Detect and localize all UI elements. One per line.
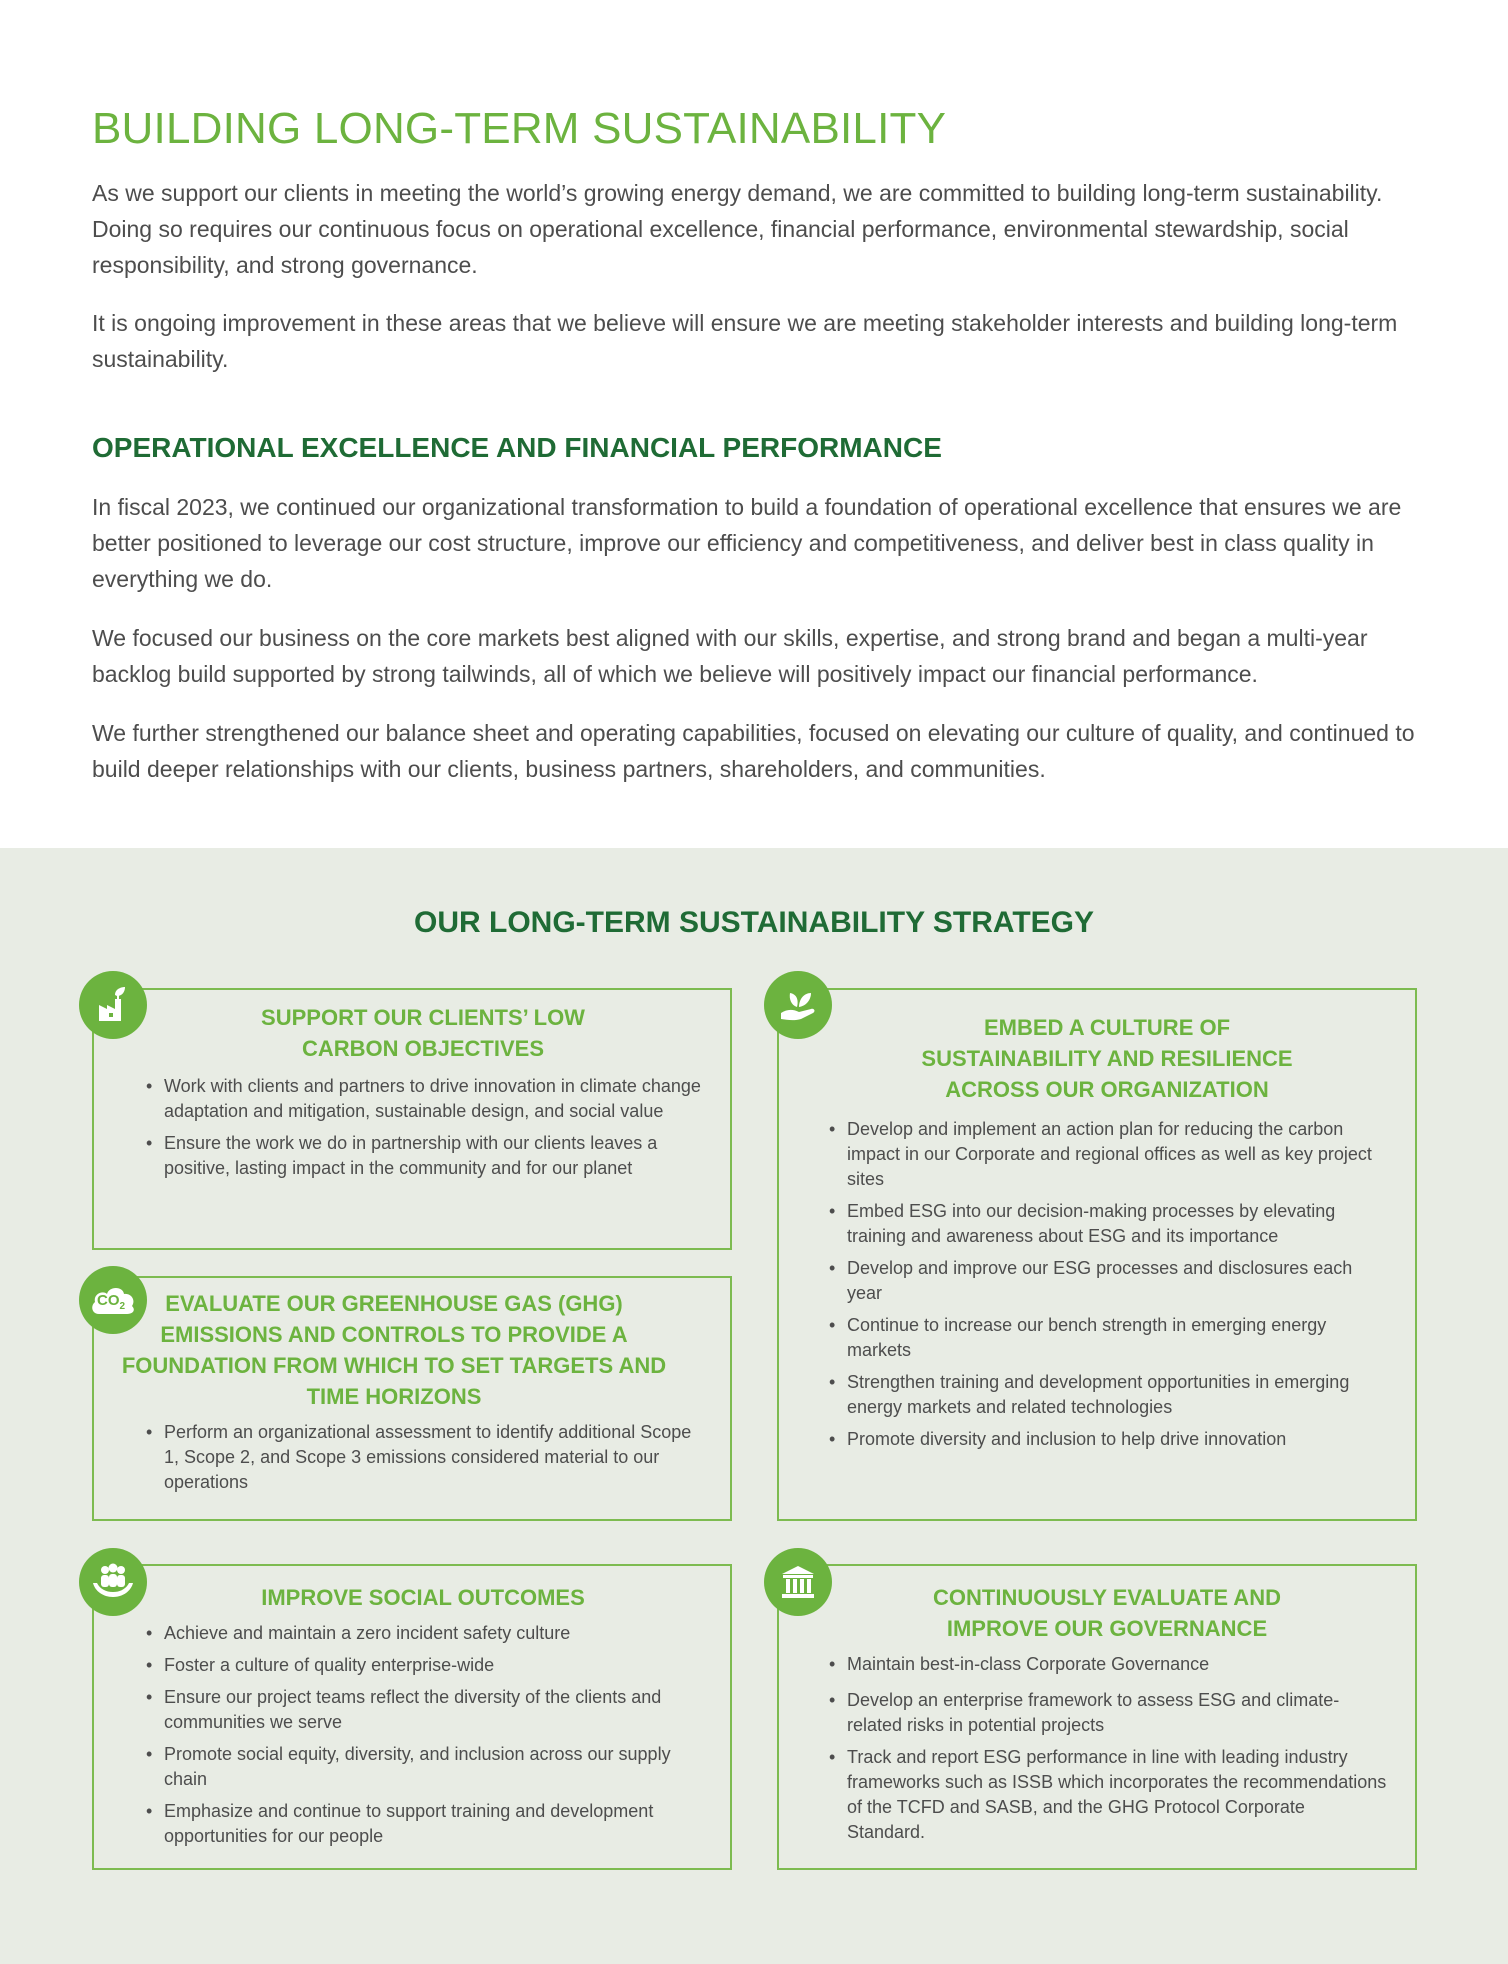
card-low-carbon bbox=[92, 988, 732, 1250]
list-item: • Develop and implement an action plan for reducing the carbon impact in our Corporate and regional offices as well as key project sites bbox=[827, 1117, 1387, 1192]
operational-paragraph-2: We focused our business on the core markets best aligned with our skills, expertise, and strong brand and began a multi-year backlog build supported by strong tailwinds, all of which we believe will positively impact our financial performance. bbox=[92, 625, 1368, 687]
card-list bbox=[144, 1621, 702, 1849]
intro-paragraph-1: As we support our clients in meeting the world’s growing energy demand, we are committed to building long-term sustainability. Doing so requires our continuous focus on operational excellence, financial performance, environmental stewardship, social responsibility, and strong governance. bbox=[92, 180, 1383, 278]
page-title: BUILDING LONG-TERM SUSTAINABILITY bbox=[92, 104, 947, 153]
list-item: • Strengthen training and development opportunities in emerging energy markets and related technologies bbox=[827, 1370, 1387, 1420]
list-item: • Promote diversity and inclusion to help drive innovation bbox=[827, 1427, 1387, 1452]
card-title: EVALUATE OUR GREENHOUSE GAS (GHG) EMISSIONS AND CONTROLS TO PROVIDE A FOUNDATION FROM WHICH TO SET TARGETS AND TIME HORIZONS bbox=[121, 1291, 667, 1409]
list-item: • Embed ESG into our decision-making processes by elevating training and awareness about ESG and its importance bbox=[827, 1199, 1387, 1249]
operational-paragraph-1: In fiscal 2023, we continued our organizational transformation to build a foundation of operational excellence that ensures we are better positioned to leverage our cost structure, improve our efficiency and competitiveness, and deliver best in class quality in everything we do. bbox=[92, 494, 1402, 592]
operational-title: OPERATIONAL EXCELLENCE AND FINANCIAL PERFORMANCE bbox=[92, 432, 942, 463]
list-item: • Achieve and maintain a zero incident safety culture bbox=[144, 1621, 702, 1646]
strategy-section bbox=[0, 848, 1508, 1964]
intro-paragraph-2: It is ongoing improvement in these areas that we believe will ensure we are meeting stakeholder interests and building long-term sustainability. bbox=[92, 310, 1398, 372]
card-list bbox=[827, 1117, 1387, 1452]
card-list bbox=[827, 1652, 1387, 1845]
list-item: • Develop an enterprise framework to assess ESG and climate-related risks in potential projects bbox=[827, 1688, 1387, 1738]
list-item: • Maintain best-in-class Corporate Governance bbox=[827, 1652, 1387, 1677]
card-list bbox=[144, 1420, 702, 1495]
factory-leaf-icon bbox=[79, 971, 147, 1039]
list-item: • Ensure the work we do in partnership with our clients leaves a positive, lasting impact in the community and for our planet bbox=[144, 1131, 702, 1181]
card-title: CONTINUOUSLY EVALUATE AND IMPROVE OUR GOVERNANCE bbox=[933, 1585, 1281, 1641]
card-ghg bbox=[92, 1276, 732, 1521]
list-item: • Develop and improve our ESG processes and disclosures each year bbox=[827, 1256, 1387, 1306]
hand-leaf-icon bbox=[764, 971, 832, 1039]
list-item: • Emphasize and continue to support training and development opportunities for our people bbox=[144, 1799, 702, 1849]
card-list bbox=[144, 1074, 702, 1181]
list-item: • Promote social equity, diversity, and inclusion across our supply chain bbox=[144, 1742, 702, 1792]
co2-label: $CO_2$ bbox=[97, 1292, 126, 1312]
card-social bbox=[92, 1564, 732, 1870]
operational-paragraph-3: We further strengthened our balance sheet and operating capabilities, focused on elevating our culture of quality, and continued to build deeper relationships with our clients, business partners, shareholders, and communities. bbox=[92, 720, 1415, 782]
list-item: • Foster a culture of quality enterprise-wide bbox=[144, 1653, 702, 1678]
card-title: SUPPORT OUR CLIENTS’ LOW CARBON OBJECTIVES bbox=[261, 1005, 585, 1061]
institution-icon bbox=[764, 1548, 832, 1616]
strategy-title: OUR LONG-TERM SUSTAINABILITY STRATEGY bbox=[414, 906, 1094, 939]
co2-cloud-icon bbox=[79, 1266, 147, 1334]
list-item: • Continue to increase our bench strength in emerging energy markets bbox=[827, 1313, 1387, 1363]
card-culture bbox=[777, 988, 1417, 1521]
card-title: EMBED A CULTURE OF SUSTAINABILITY AND RESILIENCE ACROSS OUR ORGANIZATION bbox=[921, 1015, 1293, 1102]
people-hands-icon bbox=[79, 1548, 147, 1616]
list-item: • Perform an organizational assessment to identify additional Scope 1, Scope 2, and Scope 3 emissions considered material to our operations bbox=[144, 1420, 702, 1495]
list-item: • Track and report ESG performance in line with leading industry frameworks such as ISSB which incorporates the recommendations of the TCFD and SASB, and the GHG Protocol Corporate Standard. bbox=[827, 1745, 1387, 1845]
list-item: • Ensure our project teams reflect the diversity of the clients and communities we serve bbox=[144, 1685, 702, 1735]
card-title: IMPROVE SOCIAL OUTCOMES bbox=[261, 1585, 585, 1610]
list-item: • Work with clients and partners to drive innovation in climate change adaptation and mitigation, sustainable design, and social value bbox=[144, 1074, 702, 1124]
card-governance bbox=[777, 1564, 1417, 1870]
